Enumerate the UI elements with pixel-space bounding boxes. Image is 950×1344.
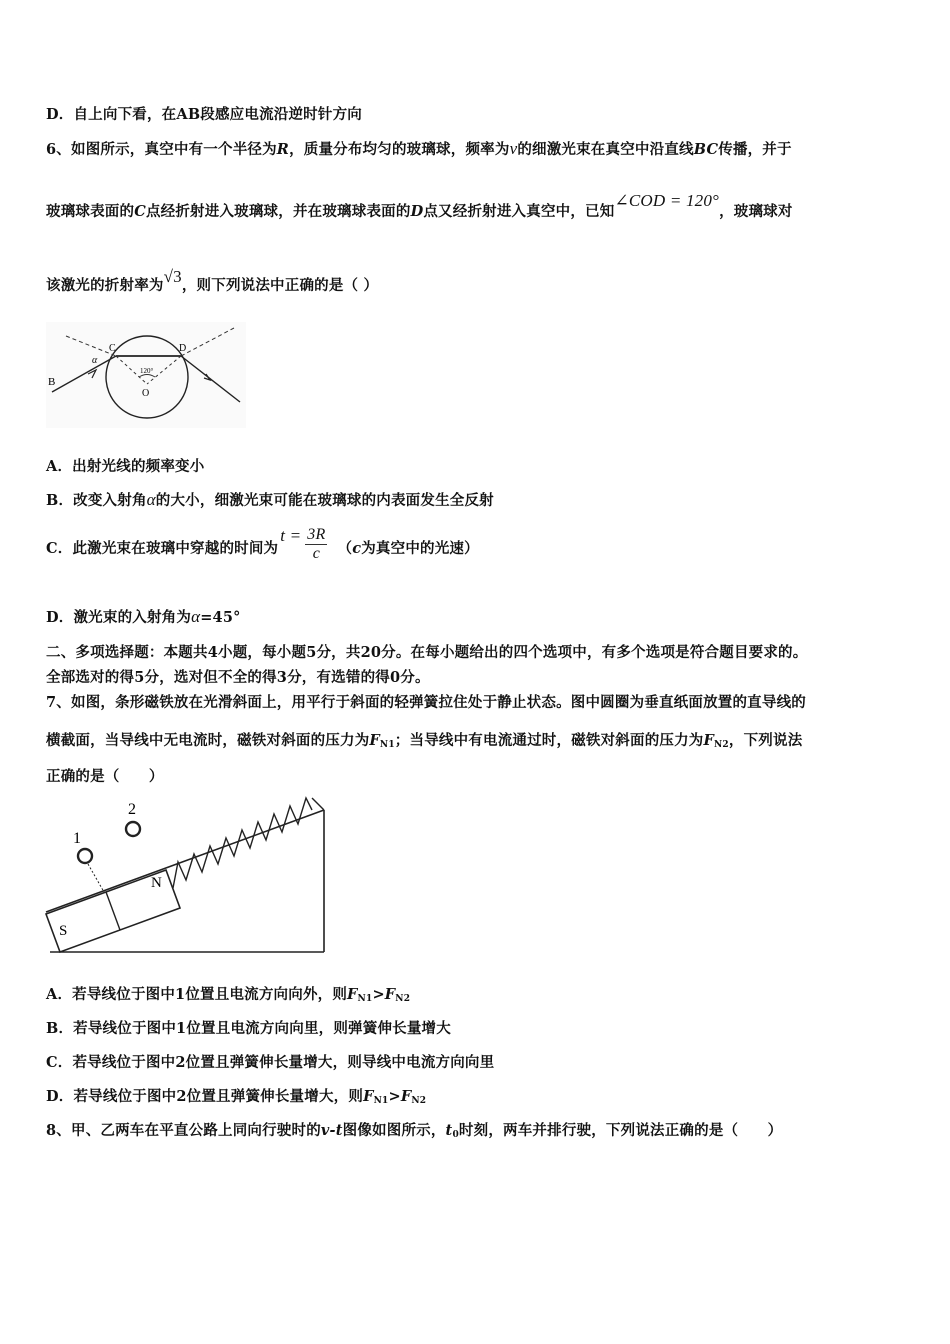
q6-stem-line-3: 该激光的折射率为√3，则下列说法中正确的是（ ） [46, 267, 379, 294]
q7-magnet-incline-figure [44, 790, 336, 956]
fraction-3r-over-c: $\frac{3R}{c}$ [307, 526, 326, 562]
q8-stem: 8、甲、乙两车在平直公路上同向行驶时的v-t图像如图所示，$t_0$时刻，两车并排行驶，下列说法正确的是（ ） [46, 1122, 783, 1140]
incline-surface [46, 810, 324, 912]
wire-position-2 [126, 822, 140, 836]
label-O: O [142, 388, 150, 399]
q7-stem-line-1: 7、如图，条形磁铁放在光滑斜面上，用平行于斜面的轻弹簧拉住处于静止状态。图中圆圈为垂直纸面放置的直导线的 [46, 694, 806, 711]
label-B: B [48, 376, 56, 388]
q7-option-c: C．若导线位于图中2位置且弹簧伸长量增大，则导线中电流方向向里 [46, 1054, 495, 1071]
q6-stem-line-2: 玻璃球表面的C点经折射进入玻璃球，并在玻璃球表面的D点又经折射进入真空中，已知∠COD = 120°，玻璃球对 [46, 191, 793, 220]
label-D: D [179, 343, 187, 354]
q7-stem-line-3: 正确的是（ ） [46, 768, 164, 785]
label-C: C [109, 343, 116, 354]
q6-option-a: A．出射光线的频率变小 [46, 458, 205, 475]
sqrt-3: √3 [163, 267, 182, 286]
angle-cod-expression: ∠COD = 120° [614, 191, 720, 210]
label-alpha: α [92, 355, 98, 366]
q6-option-d: D．激光束的入射角为α=45° [46, 607, 241, 626]
label-S: S [59, 923, 68, 939]
q6-glass-sphere-figure [46, 322, 246, 428]
label-2: 2 [128, 801, 136, 818]
label-angle: 120° [140, 367, 154, 375]
label-1: 1 [73, 830, 81, 847]
q6-option-c: C．此激光束在玻璃中穿越的时间为t = $\frac{3R}{c}$ （c为真空中的光速） [46, 525, 479, 562]
spring [173, 798, 312, 888]
q6-stem-line-1: 6、如图所示，真空中有一个半径为R，质量分布均匀的玻璃球，频率为ν的细激光束在真空中沿直线BC传播，并于 [46, 139, 792, 158]
q7-option-a: A．若导线位于图中1位置且电流方向向外，则$F_{N1}>F_{N2}$ [46, 986, 411, 1004]
q5-option-d: D．自上向下看，在AB段感应电流沿逆时针方向 [46, 106, 362, 123]
label-N: N [151, 875, 162, 891]
q7-option-b: B．若导线位于图中1位置且电流方向向里，则弹簧伸长量增大 [46, 1020, 451, 1037]
q6-option-b: B．改变入射角α的大小，细激光束可能在玻璃球的内表面发生全反射 [46, 490, 494, 509]
wire-position-1 [78, 849, 92, 863]
section-2-heading-line-2: 全部选对的得5分，选对但不全的得3分，有选错的得0分。 [46, 669, 430, 686]
q7-option-d: D．若导线位于图中2位置且弹簧伸长量增大，则$F_{N1}>F_{N2}$ [46, 1088, 427, 1106]
section-2-heading-line-1: 二、多项选择题：本题共4小题，每小题5分，共20分。在每小题给出的四个选项中，有多个选项是符合题目要求的。 [46, 644, 808, 661]
q7-stem-line-2: 横截面，当导线中无电流时，磁铁对斜面的压力为$F_{N1}$；当导线中有电流通过时，磁铁对斜面的压力为$F_{N2}$，下列说法 [46, 732, 803, 750]
